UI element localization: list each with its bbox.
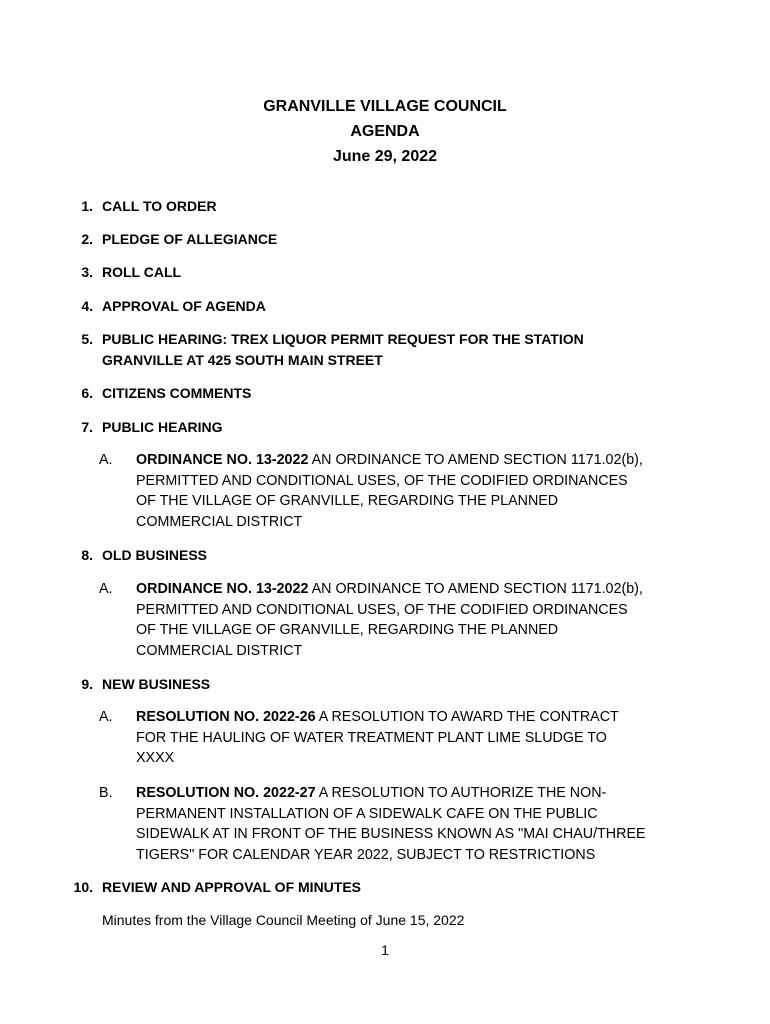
sub-item-label: A. [99,709,113,725]
page-number: 1 [381,942,389,958]
item-title: CALL TO ORDER [102,198,217,214]
sub-item-label: A. [99,452,113,468]
item-number: 1. [81,198,93,214]
item-number: 2. [81,231,93,247]
ordinance-number: ORDINANCE NO. 13-2022 [136,452,309,468]
resolution-number: RESOLUTION NO. 2022-27 [136,785,316,801]
item-title: REVIEW AND APPROVAL OF MINUTES [102,879,362,895]
item-number: 5. [81,331,93,347]
item-title: ROLL CALL [102,264,182,280]
item-title: NEW BUSINESS [102,676,211,692]
agenda-header [0,94,770,169]
item-title: PLEDGE OF ALLEGIANCE [102,231,278,247]
item-title: OLD BUSINESS [102,547,208,563]
sub-item-body: RESOLUTION NO. 2022-27 A RESOLUTION TO AUTHORIZE THE NON- PERMANENT INSTALLATION OF A SIDEWALK CAFE ON THE PUBLIC SIDEWALK AT IN FRONT OF THE BUSINESS KNOWN AS "MAI CHAU/THREE TIGERS" FOR CALENDAR YEAR 2022, SUBJECT TO RESTRICTIONS [136,785,646,863]
sub-item-body: ORDINANCE NO. 13-2022 AN ORDINANCE TO AMEND SECTION 1171.02(b), PERMITTED AND CONDITIONAL USES, OF THE CODIFIED ORDINANCES OF THE VILLAGE OF GRANVILLE, REGARDING THE PLANNED COMMERCIAL DISTRICT [136,581,643,659]
item-number: 6. [81,385,93,401]
item-title: PUBLIC HEARING [102,419,223,435]
council-title: GRANVILLE VILLAGE COUNCIL [263,98,507,115]
sub-item-body: ORDINANCE NO. 13-2022 AN ORDINANCE TO AMEND SECTION 1171.02(b), PERMITTED AND CONDITIONAL USES, OF THE CODIFIED ORDINANCES OF THE VILLAGE OF GRANVILLE, REGARDING THE PLANNED COMMERCIAL DISTRICT [136,452,643,530]
item-title: CITIZENS COMMENTS [102,385,252,401]
resolution-number: RESOLUTION NO. 2022-26 [136,709,316,725]
ordinance-number: ORDINANCE NO. 13-2022 [136,581,309,597]
sub-item-label: B. [99,785,113,801]
item-number: 10. [73,879,93,895]
minutes-reference: Minutes from the Village Council Meeting of June 15, 2022 [102,912,465,928]
item-title: APPROVAL OF AGENDA [102,298,266,314]
sub-item-label: A. [99,581,113,597]
item-number: 8. [81,547,93,563]
item-number: 7. [81,419,93,435]
agenda-title: AGENDA [350,123,420,140]
item-number: 3. [81,264,93,280]
sub-item-body: RESOLUTION NO. 2022-26 A RESOLUTION TO AWARD THE CONTRACT FOR THE HAULING OF WATER TREATMENT PLANT LIME SLUDGE TO XXXX [136,709,619,766]
item-title: PUBLIC HEARING: TREX LIQUOR PERMIT REQUEST FOR THE STATION GRANVILLE AT 425 SOUTH MAIN STREET [102,331,584,368]
agenda-date: June 29, 2022 [332,148,438,165]
item-number: 9. [81,676,93,692]
item-number: 4. [81,298,93,314]
